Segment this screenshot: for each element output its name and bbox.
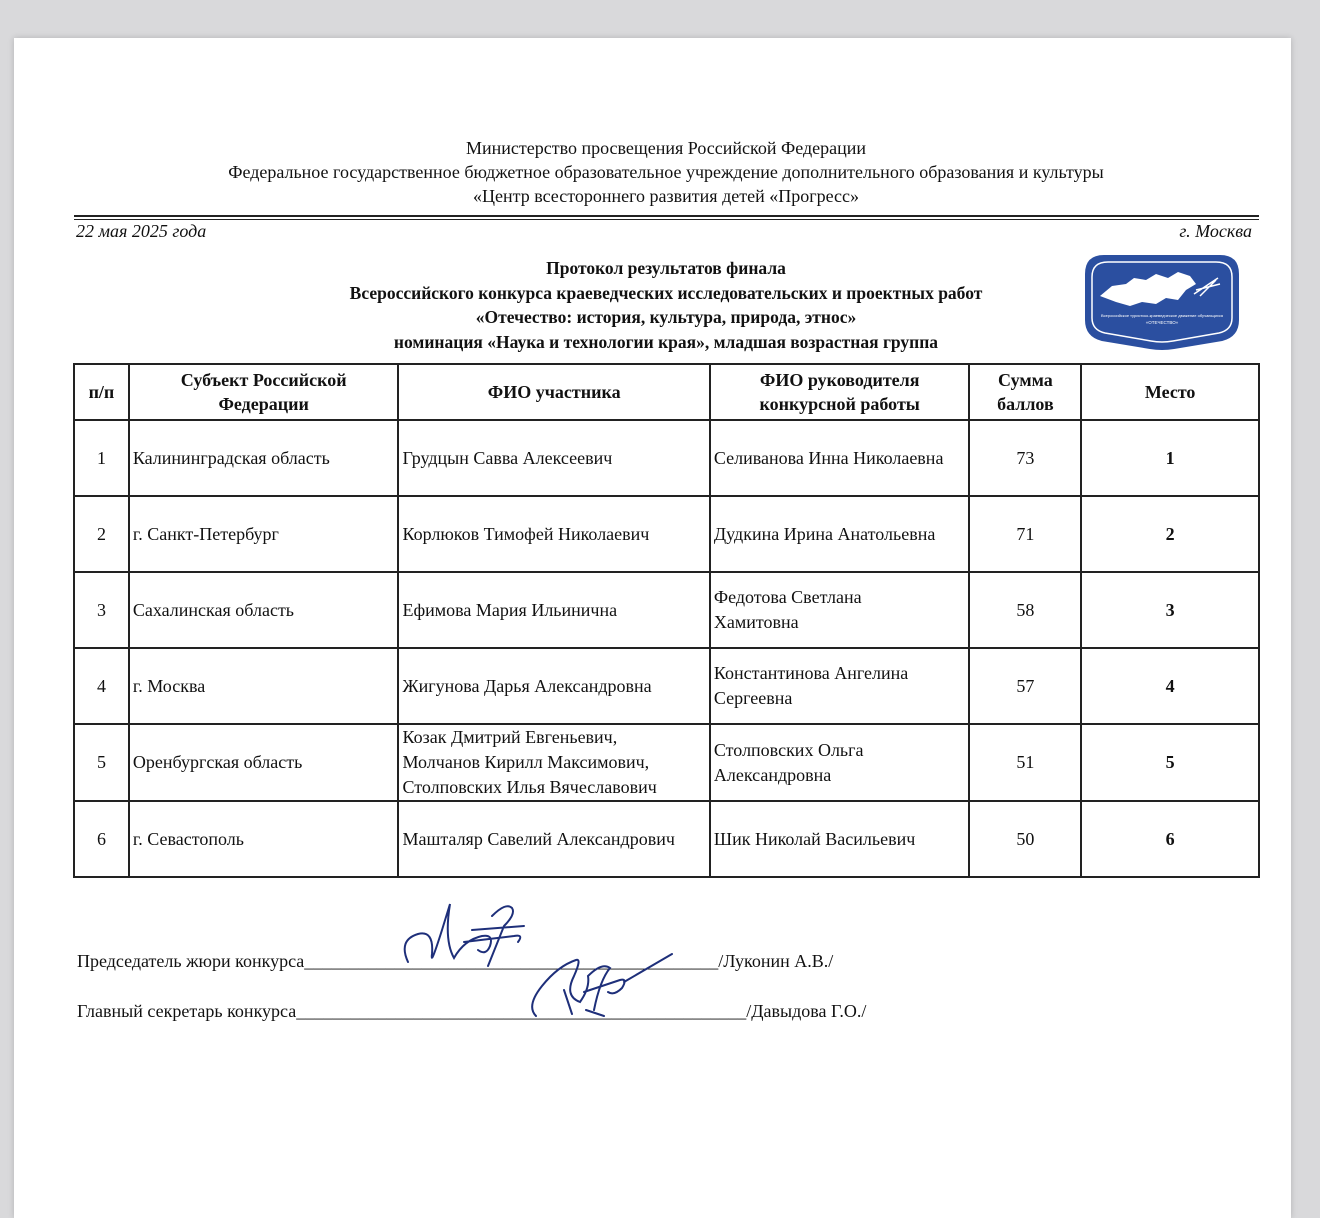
cell-score: 58: [969, 572, 1081, 648]
column-header-region: [129, 364, 399, 420]
secretary-label: Главный секретарь конкурса: [77, 1001, 297, 1021]
cell-leader: [710, 572, 970, 648]
date-line: [76, 221, 1252, 242]
leader-name: Столповских Ольга: [713, 739, 864, 760]
participant-name: Молчанов Кирилл Максимович,: [402, 752, 650, 772]
participant-name: Машталяр Савелий Александрович: [402, 828, 675, 849]
cell-num: 2: [74, 496, 129, 572]
cell-participant: [398, 724, 709, 801]
results-table-body: [74, 420, 1259, 877]
column-header-score: [969, 364, 1081, 420]
column-header-num: п/п: [74, 364, 129, 420]
center-line: «Центр всестороннего развития детей «Прогресс»: [473, 186, 859, 206]
table-row: [74, 572, 1259, 648]
cell-num: 1: [74, 420, 129, 496]
leader-name: Александровна: [713, 764, 832, 785]
cell-region: г. Санкт-Петербург: [129, 496, 399, 572]
secretary-signature: [524, 940, 694, 1030]
cell-leader: [710, 648, 970, 724]
institution-line: Федеральное государственное бюджетное образовательное учреждение дополнительного образования и культуры: [228, 162, 1104, 182]
otechestvo-logo: [1082, 250, 1242, 350]
table-row: [74, 496, 1259, 572]
cell-place: 4: [1081, 648, 1259, 724]
title-line-2: Всероссийского конкурса краеведческих исследовательских и проектных работ: [349, 282, 983, 303]
ministry-line: Министерство просвещения Российской Федерации: [465, 138, 867, 158]
chair-name: /Луконин А.В./: [718, 951, 834, 971]
signature-blank: __________________________________________________: [296, 1001, 747, 1021]
title-line-3: «Отечество: история, культура, природа, этнос»: [475, 307, 857, 327]
participant-name: Козак Дмитрий Евгеньевич,: [402, 727, 618, 747]
header-text: баллов: [997, 394, 1054, 414]
header-divider: [74, 215, 1259, 220]
column-header-place: Место: [1081, 364, 1259, 420]
cell-place: 2: [1081, 496, 1259, 572]
table-row: [74, 724, 1259, 801]
cell-leader: [710, 724, 970, 801]
participant-name: Грудцын Савва Алексеевич: [402, 447, 613, 468]
cell-region: г. Севастополь: [129, 801, 399, 877]
participant-name: Корлюков Тимофей Николаевич: [402, 523, 650, 544]
table-row: [74, 648, 1259, 724]
organization-header: [14, 136, 1318, 208]
table-header-row: [74, 364, 1259, 420]
leader-name: Селиванова Инна Николаевна: [713, 447, 944, 468]
title-line-4: номинация «Наука и технологии края», младшая возрастная группа: [393, 331, 939, 352]
logo-text-2: «ОТЕЧЕСТВО»: [1145, 320, 1179, 325]
cell-place: 1: [1081, 420, 1259, 496]
header-text: Сумма: [998, 370, 1053, 390]
secretary-name: /Давыдова Г.О./: [746, 1001, 867, 1021]
signature-blank: ______________________________________________: [304, 951, 719, 971]
title-line-1: Протокол результатов финала: [546, 258, 786, 278]
cell-leader: [710, 420, 970, 496]
leader-name: Дудкина Ирина Анатольевна: [713, 523, 936, 544]
cell-score: 51: [969, 724, 1081, 801]
cell-score: 57: [969, 648, 1081, 724]
leader-name: Хамитовна: [713, 612, 799, 632]
leader-name: Шик Николай Васильевич: [713, 828, 916, 849]
leader-name: Федотова Светлана: [713, 587, 862, 607]
cell-num: 4: [74, 648, 129, 724]
chair-label: Председатель жюри конкурса: [77, 951, 305, 971]
participant-name: Жигунова Дарья Александровна: [402, 675, 652, 696]
cell-num: 3: [74, 572, 129, 648]
cell-place: 3: [1081, 572, 1259, 648]
results-table: [73, 363, 1260, 878]
cell-region: Сахалинская область: [129, 572, 399, 648]
column-header-participant: ФИО участника: [398, 364, 709, 420]
cell-score: 73: [969, 420, 1081, 496]
table-row: [74, 420, 1259, 496]
secretary-signature-line: [77, 1001, 866, 1022]
cell-participant: [398, 572, 709, 648]
cell-score: 71: [969, 496, 1081, 572]
column-header-leader: [710, 364, 970, 420]
cell-leader: [710, 801, 970, 877]
cell-region: Калининградская область: [129, 420, 399, 496]
cell-score: 50: [969, 801, 1081, 877]
cell-participant: [398, 496, 709, 572]
cell-place: 5: [1081, 724, 1259, 801]
leader-name: Сергеевна: [713, 688, 793, 708]
table-row: [74, 801, 1259, 877]
cell-place: 6: [1081, 801, 1259, 877]
cell-leader: [710, 496, 970, 572]
logo-text-1: Всероссийское туристско-краеведческое движение обучающихся: [1101, 313, 1223, 318]
leader-name: Константинова Ангелина: [713, 663, 909, 683]
cell-region: Оренбургская область: [129, 724, 399, 801]
cell-region: г. Москва: [129, 648, 399, 724]
header-text: Федерации: [218, 394, 309, 414]
header-text: ФИО руководителя: [759, 370, 920, 390]
protocol-date: 22 мая 2025 года: [76, 221, 207, 241]
header-text: Субъект Российской: [180, 370, 347, 390]
cell-participant: [398, 420, 709, 496]
cell-participant: [398, 648, 709, 724]
participant-name: Ефимова Мария Ильинична: [402, 599, 618, 620]
header-text: конкурсной работы: [759, 394, 920, 414]
cell-num: 5: [74, 724, 129, 801]
cell-participant: [398, 801, 709, 877]
cell-num: 6: [74, 801, 129, 877]
document-page: [14, 38, 1291, 1218]
protocol-city: г. Москва: [1179, 221, 1252, 241]
participant-name: Столповских Илья Вячеславович: [402, 777, 657, 797]
